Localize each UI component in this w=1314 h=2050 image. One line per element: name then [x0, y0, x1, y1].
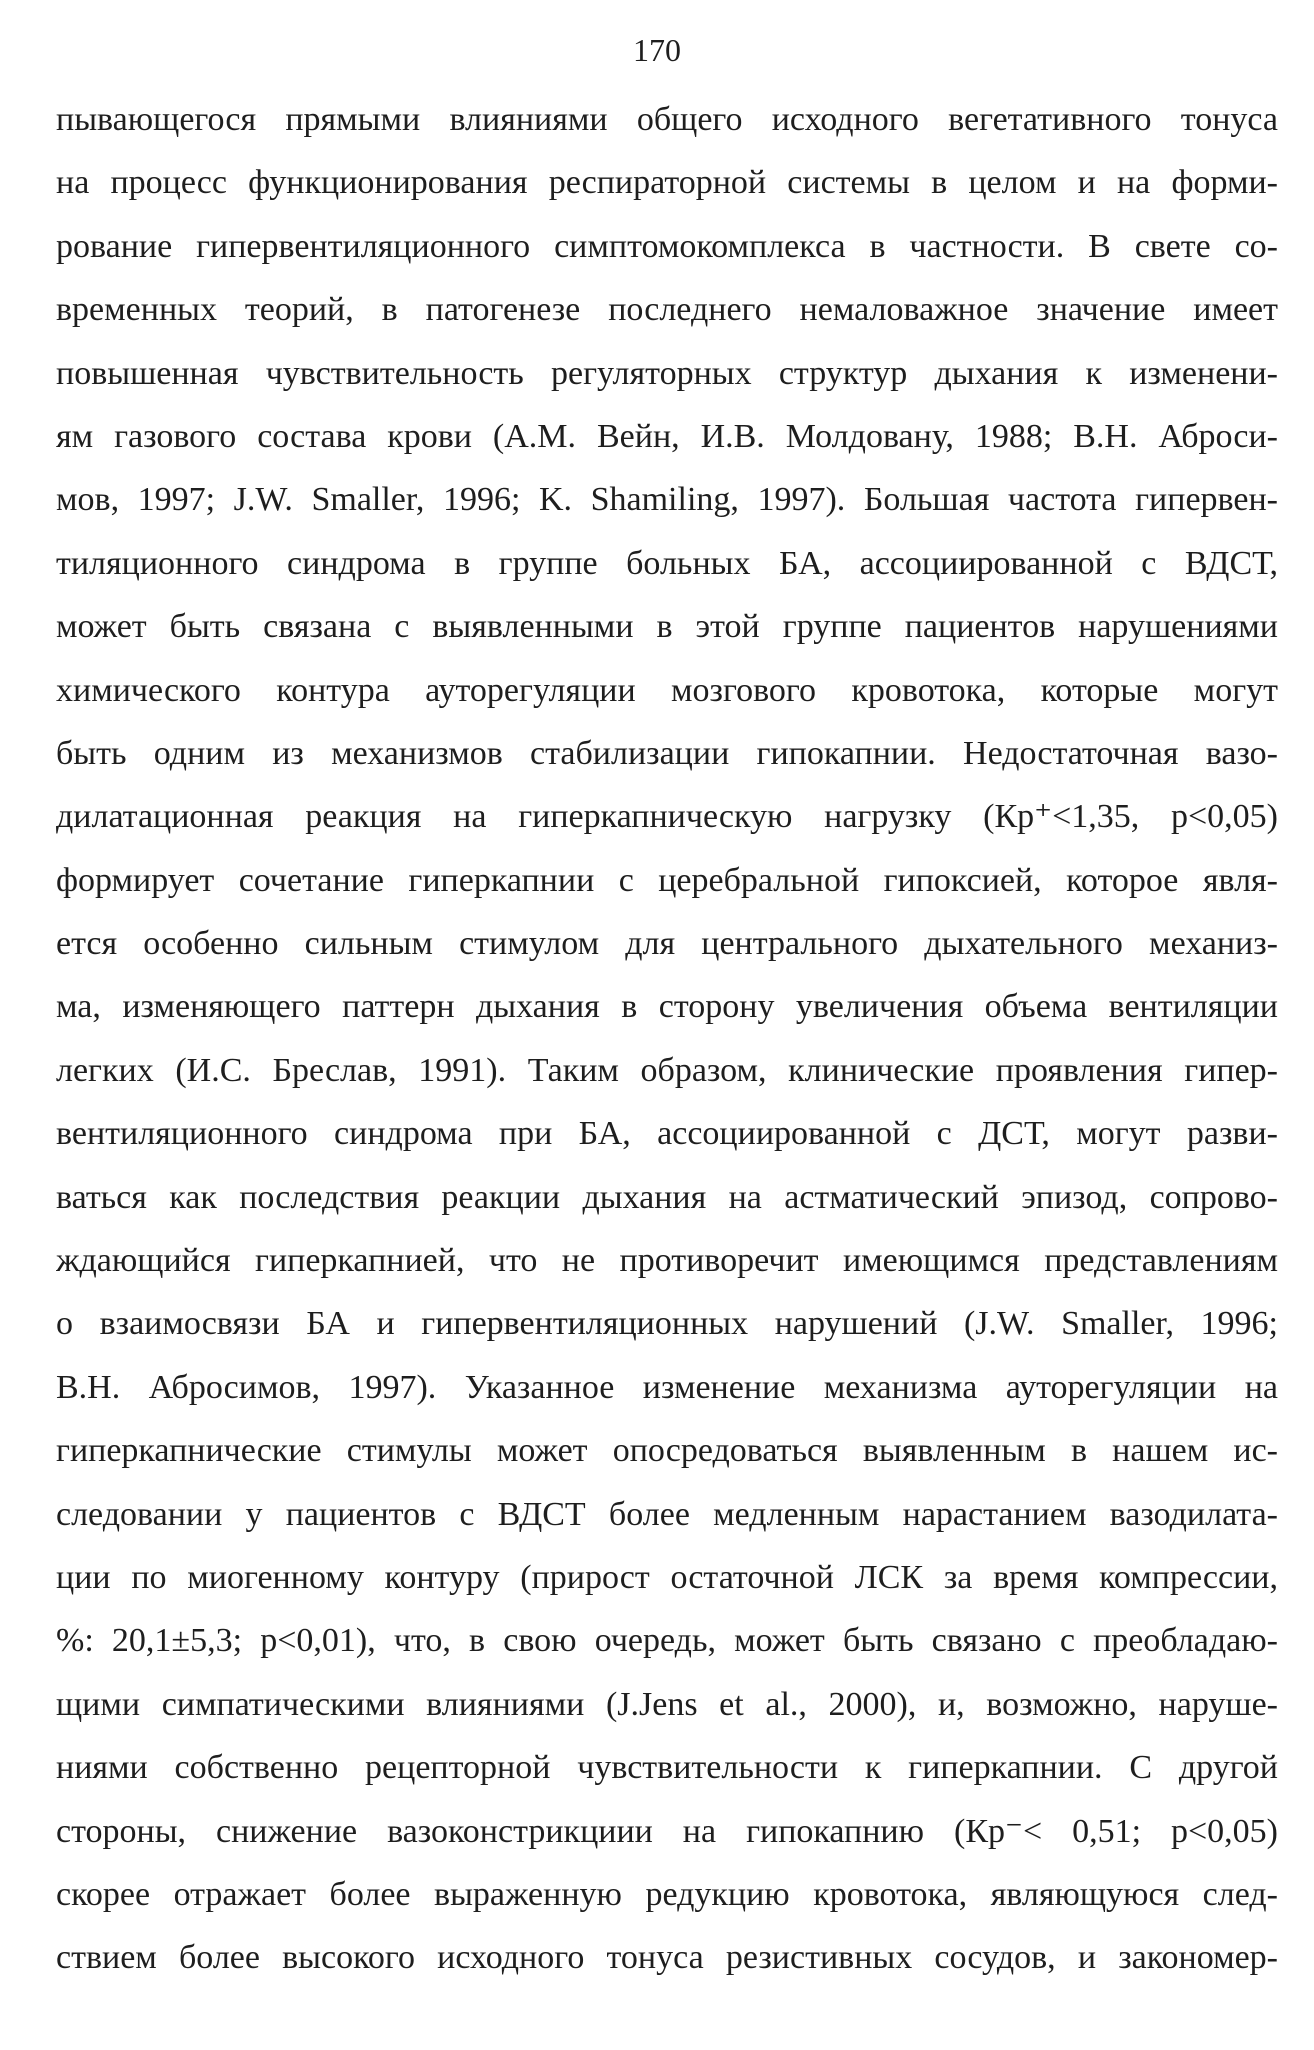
text-line: В.Н. Абросимов, 1997). Указанное изменение механизма ауторегуляции на	[56, 1368, 1278, 1406]
text-line: повышенная чувствительность регуляторных структур дыхания к изменени-	[56, 354, 1278, 392]
text-line: тиляционного синдрома в группе больных БА, ассоциированной с ВДСТ,	[56, 544, 1278, 582]
text-line: быть одним из механизмов стабилизации гипокапнии. Недостаточная вазо-	[56, 734, 1278, 772]
text-line: вентиляционного синдрома при БА, ассоциированной с ДСТ, могут разви-	[56, 1115, 1278, 1153]
text-line: формирует сочетание гиперкапнии с церебральной гипоксией, которое явля-	[56, 861, 1278, 899]
text-line: мов, 1997; J.W. Smaller, 1996; K. Shamiling, 1997). Большая частота гипервен-	[56, 481, 1278, 519]
text-line: ждающийся гиперкапнией, что не противоречит имеющимся представлениям	[56, 1242, 1278, 1280]
text-line: пывающегося прямыми влияниями общего исходного вегетативного тонуса	[56, 101, 1278, 138]
body-text	[56, 88, 1278, 1990]
text-line: рование гипервентиляционного симптомокомплекса в частности. В свете со-	[56, 227, 1278, 265]
text-line: ется особенно сильным стимулом для центрального дыхательного механиз-	[56, 925, 1278, 963]
text-line: ваться как последствия реакции дыхания на астматический эпизод, сопрово-	[56, 1178, 1278, 1216]
text-line: ма, изменяющего паттерн дыхания в сторону увеличения объема вентиляции	[56, 988, 1278, 1026]
text-line: %: 20,1±5,3; р<0,01), что, в свою очередь, может быть связано с преобладаю-	[56, 1622, 1278, 1660]
text-line: о взаимосвязи БА и гипервентиляционных нарушений (J.W. Smaller, 1996;	[56, 1305, 1278, 1343]
text-line: ции по миогенному контуру (прирост остаточной ЛСК за время компрессии,	[56, 1558, 1278, 1596]
text-line: следовании у пациентов с ВДСТ более медленным нарастанием вазодилата-	[56, 1495, 1278, 1533]
text-line: щими симпатическими влияниями (J.Jens et al., 2000), и, возможно, наруше-	[56, 1685, 1278, 1723]
text-line: стороны, снижение вазоконстрикциии на гипокапнию (Кр⁻< 0,51; р<0,05)	[56, 1812, 1278, 1850]
page-number: 170	[633, 32, 681, 68]
text-line: ям газового состава крови (А.М. Вейн, И.В. Молдовану, 1988; В.Н. Аброси-	[56, 417, 1278, 455]
text-line: дилатационная реакция на гиперкапническую нагрузку (Кр⁺<1,35, р<0,05)	[56, 798, 1278, 836]
text-line: гиперкапнические стимулы может опосредоваться выявленным в нашем ис-	[56, 1432, 1278, 1470]
text-line: химического контура ауторегуляции мозгового кровотока, которые могут	[56, 671, 1278, 709]
text-line: скорее отражает более выраженную редукцию кровотока, являющуюся след-	[56, 1875, 1278, 1913]
text-line: на процесс функционирования респираторной системы в целом и на форми-	[56, 164, 1278, 202]
text-line: ниями собственно рецепторной чувствительности к гиперкапнии. С другой	[56, 1749, 1278, 1787]
text-line: ствием более высокого исходного тонуса резистивных сосудов, и закономер-	[56, 1939, 1278, 1977]
text-line: легких (И.С. Бреслав, 1991). Таким образом, клинические проявления гипер-	[56, 1051, 1278, 1089]
text-line: может быть связана с выявленными в этой группе пациентов нарушениями	[56, 608, 1278, 646]
text-line: временных теорий, в патогенезе последнего немаловажное значение имеет	[56, 291, 1278, 329]
